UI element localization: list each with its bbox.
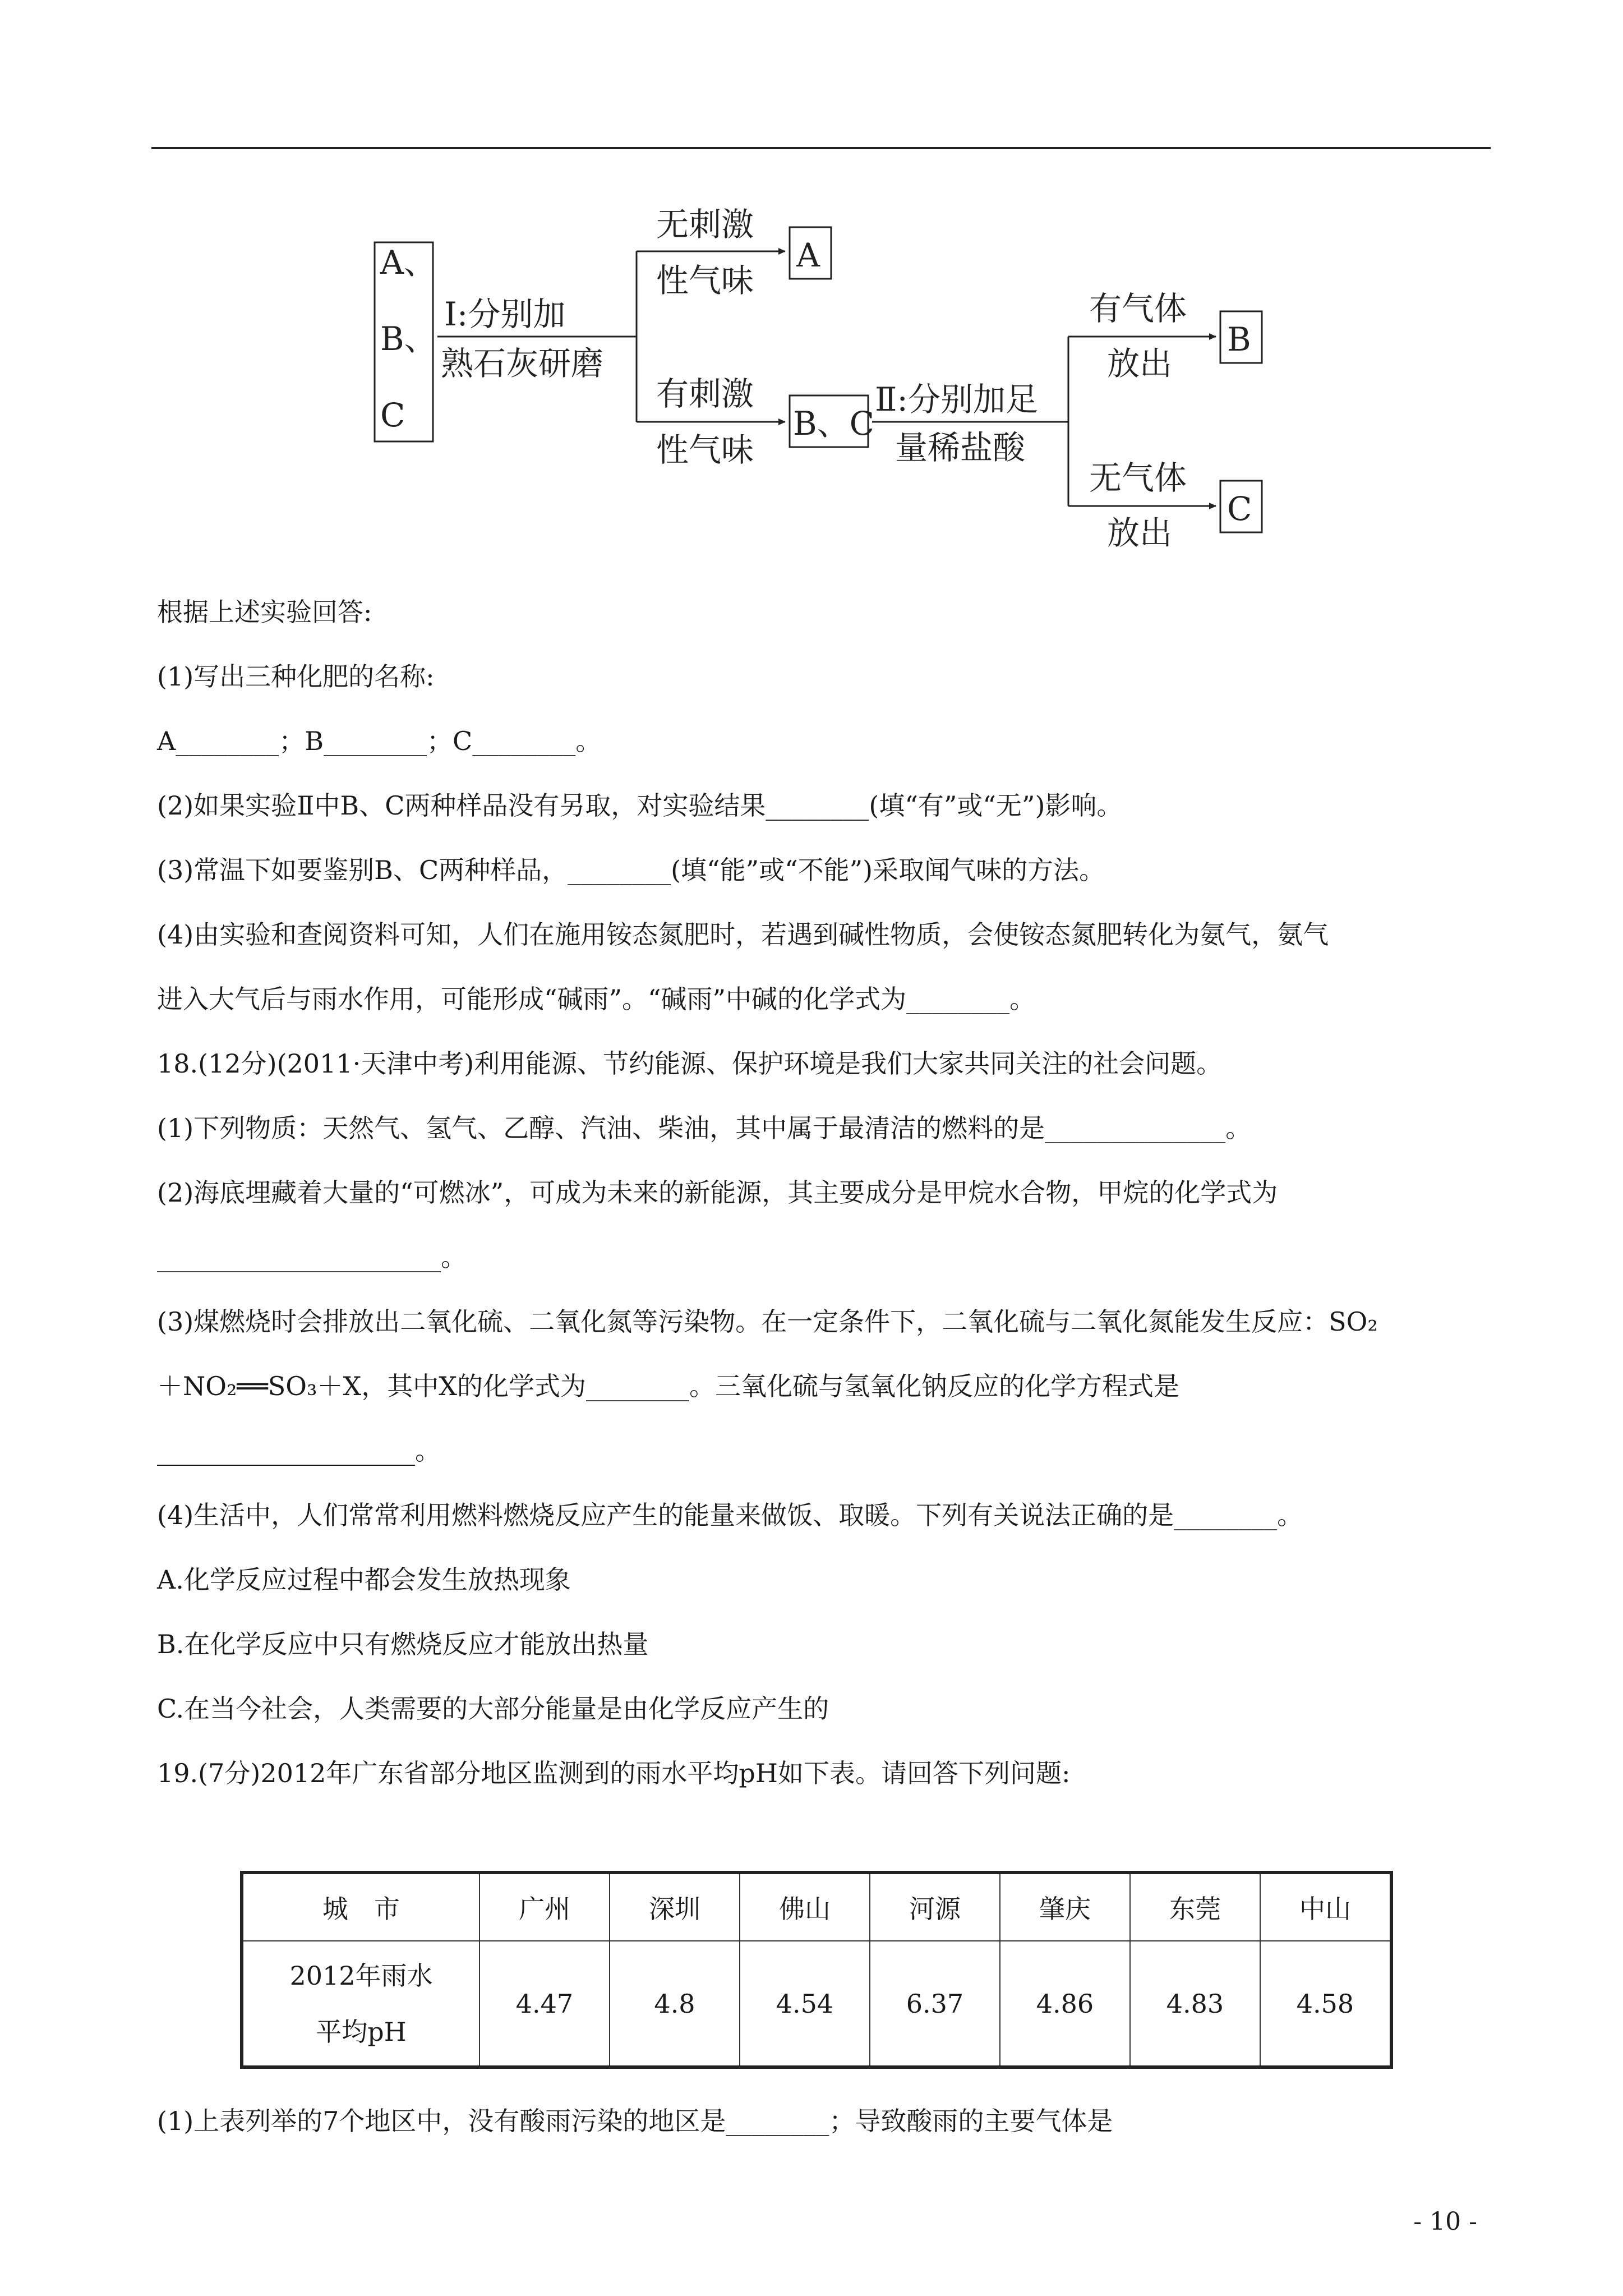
step1-line-2: 熟石灰研磨 [441, 344, 604, 383]
table-city: 广州 [479, 1872, 610, 1941]
table-city: 佛山 [740, 1872, 870, 1941]
text-line: (1)下列物质：天然气、氢气、乙醇、汽油、柴油，其中属于最清洁的燃料的是______________。 [157, 1113, 1252, 1143]
text-line: B.在化学反应中只有燃烧反应才能放出热量 [157, 1629, 649, 1659]
text-line: ______________________。 [157, 1242, 467, 1272]
box-bc-label: B、C [793, 404, 875, 443]
start-box-line-2: B、 [380, 320, 437, 358]
experiment-flowchart [0, 0, 1623, 561]
text-line: (4)由实验和查阅资料可知，人们在施用铵态氮肥时，若遇到碱性物质，会使铵态氮肥转化为氨气，氨气 [157, 919, 1329, 950]
text-line: 根据上述实验回答: [157, 597, 372, 627]
rain-ph-table [240, 1871, 1393, 2069]
text-line: A.化学反应过程中都会发生放热现象 [157, 1565, 571, 1595]
box-c-label: C [1227, 490, 1252, 528]
table-header-label: 城 市 [242, 1872, 479, 1941]
table-city: 东莞 [1130, 1872, 1260, 1941]
box-a-label: A [796, 236, 820, 274]
branch2-bottom-line-1: 无气体 [1089, 459, 1187, 497]
text-line: (2)如果实验Ⅱ中B、C两种样品没有另取，对实验结果________(填“有”或“无”)影响。 [157, 790, 1123, 821]
text-line: ____________________。 [157, 1435, 441, 1466]
branch2-bottom-line-2: 放出 [1107, 514, 1173, 552]
text-line: (3)煤燃烧时会排放出二氧化硫、二氧化氮等污染物。在一定条件下，二氧化硫与二氧化氮能发生反应：SO₂ [157, 1306, 1378, 1337]
text-line: (3)常温下如要鉴别B、C两种样品，________(填“能”或“不能”)采取闻气味的方法。 [157, 855, 1105, 885]
table-value: 4.86 [1000, 1941, 1130, 2067]
table-header-row [242, 1872, 1391, 1941]
text-line: (4)生活中，人们常常利用燃料燃烧反应产生的能量来做饭、取暖。下列有关说法正确的是________。 [157, 1500, 1303, 1530]
branch1-bottom-line-1: 有刺激 [656, 375, 754, 413]
branch1-top-line-2: 性气味 [656, 261, 754, 300]
table-value: 4.54 [740, 1941, 870, 2067]
text-line: 19.(7分)2012年广东省部分地区监测到的雨水平均pH如下表。请回答下列问题: [157, 1758, 1071, 1788]
text-line: 进入大气后与雨水作用，可能形成“碱雨”。“碱雨”中碱的化学式为________。 [157, 984, 1036, 1014]
step1-line-1: Ⅰ:分别加 [444, 295, 566, 333]
row-label-line-2: 平均pH [316, 2016, 407, 2047]
row-label-line-1: 2012年雨水 [289, 1960, 433, 1991]
branch2-top-line-1: 有气体 [1089, 289, 1187, 328]
table-city: 中山 [1260, 1872, 1391, 1941]
text-line: A________；B________；C________。 [157, 726, 602, 756]
text-line: (2)海底埋藏着大量的“可燃冰”，可成为未来的新能源，其主要成分是甲烷水合物，甲烷的化学式为 [157, 1177, 1278, 1208]
step2-line-1: Ⅱ:分别加足 [875, 380, 1038, 418]
table-value-row [242, 1941, 1391, 2067]
branch2-top-line-2: 放出 [1107, 344, 1173, 383]
table-city: 深圳 [610, 1872, 740, 1941]
page-number: - 10 - [1413, 2207, 1477, 2236]
table-city: 河源 [870, 1872, 1000, 1941]
table-value: 4.58 [1260, 1941, 1391, 2067]
table-value: 6.37 [870, 1941, 1000, 2067]
branch1-bottom-line-2: 性气味 [656, 431, 754, 469]
text-line: ＋NO₂══SO₃＋X，其中X的化学式为________。三氧化硫与氢氧化钠反应的化学方程式是 [157, 1371, 1179, 1401]
table-value: 4.47 [479, 1941, 610, 2067]
table-city: 肇庆 [1000, 1872, 1130, 1941]
branch1-top-line-1: 无刺激 [656, 205, 754, 243]
table-row-label [242, 1941, 479, 2067]
start-box-line-1: A、 [380, 243, 436, 282]
start-box-line-3: C [380, 396, 405, 434]
text-line-last: (1)上表列举的7个地区中，没有酸雨污染的地区是________；导致酸雨的主要气体是 [157, 2106, 1113, 2136]
box-b-label: B [1227, 320, 1251, 358]
text-line: (1)写出三种化肥的名称: [157, 661, 435, 692]
table-value: 4.8 [610, 1941, 740, 2067]
text-line: 18.(12分)(2011·天津中考)利用能源、节约能源、保护环境是我们大家共同关注的社会问题。 [157, 1048, 1223, 1079]
step2-line-2: 量稀盐酸 [895, 429, 1026, 467]
table-value: 4.83 [1130, 1941, 1260, 2067]
text-line: C.在当今社会，人类需要的大部分能量是由化学反应产生的 [157, 1694, 829, 1724]
